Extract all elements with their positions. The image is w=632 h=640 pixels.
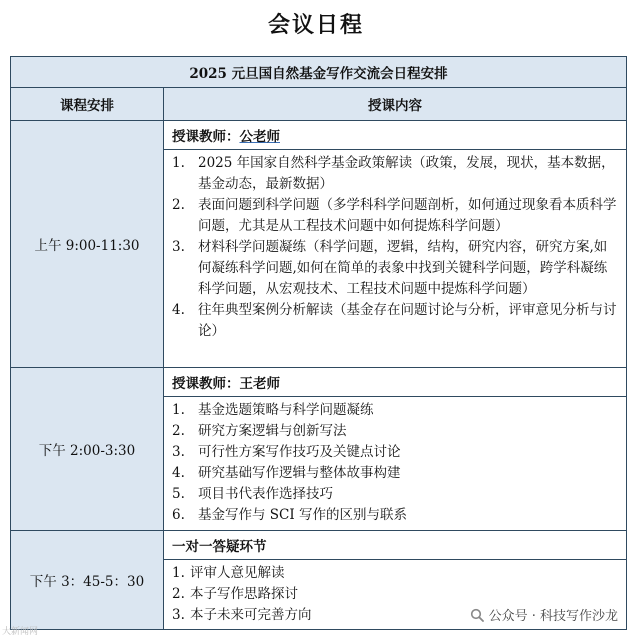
- schedule-table: [10, 56, 627, 630]
- session-time: 下午 3：45-5：30: [11, 531, 164, 630]
- corner-watermark: 大新闻网: [2, 627, 39, 637]
- teacher-label: 授课教师：: [172, 129, 240, 145]
- page-title: 会议日程: [267, 12, 364, 38]
- list-item: 3. 材料科学问题凝练（科学问题，逻辑，结构，研究内容，研究方案,如何凝练科学问题,如何在简单的表象中找到关键科学问题，跨学科凝练科学问题，从宏观技术、工程技术问题中提炼科学问题）: [172, 239, 608, 297]
- session-teacher: [164, 121, 627, 150]
- session-teacher: 授课教师：王老师: [164, 368, 627, 397]
- teacher-name: 公老师: [239, 129, 280, 145]
- header-time: 课程安排: [11, 88, 164, 121]
- wechat-search-icon: [470, 608, 484, 622]
- list-item: 4. 研究基础写作逻辑与整体故事构建: [172, 465, 401, 481]
- session-teacher: 一对一答疑环节: [164, 531, 627, 560]
- list-item: 2. 本子写作思路探讨: [172, 586, 298, 602]
- list-item: 1. 2025 年国家自然科学基金政策解读（政策，发展，现状，基本数据，基金动态，最新数据）: [172, 155, 615, 192]
- list-item: 2. 研究方案逻辑与创新写法: [172, 423, 347, 439]
- watermark: [470, 605, 618, 624]
- watermark-text: 公众号 · 科技写作沙龙: [488, 609, 618, 624]
- table-header-row: [11, 88, 627, 121]
- list-item: 6. 基金写作与 SCI 写作的区别与联系: [172, 507, 407, 523]
- table-banner: 2025 元旦国自然基金写作交流会日程安排: [11, 57, 627, 88]
- session-row: [11, 531, 627, 560]
- session-row: [11, 368, 627, 397]
- list-item: 5. 项目书代表作选择技巧: [172, 486, 333, 502]
- list-item: 4. 往年典型案例分析解读（基金存在问题讨论与分析，评审意见分析与讨论）: [172, 302, 617, 339]
- list-item: 1. 基金选题策略与科学问题凝练: [172, 402, 374, 418]
- list-item: 1. 评审人意见解读: [172, 565, 285, 581]
- session-row: [11, 121, 627, 150]
- topic-list: [172, 153, 618, 342]
- session-time: 下午 2:00-3:30: [11, 368, 164, 531]
- header-content: 授课内容: [164, 88, 627, 121]
- list-item: 3. 可行性方案写作技巧及关键点讨论: [172, 444, 401, 460]
- session-content: [164, 150, 627, 368]
- list-item: 3. 本子未来可完善方向: [172, 607, 312, 623]
- session-time: 上午 9:00-11:30: [11, 121, 164, 368]
- topic-list: [172, 400, 618, 526]
- session-content: [164, 397, 627, 531]
- list-item: 2. 表面问题到科学问题（多学科科学问题剖析，如何通过现象看本质科学问题，尤其是从工程技术问题中如何提炼科学问题）: [172, 197, 617, 234]
